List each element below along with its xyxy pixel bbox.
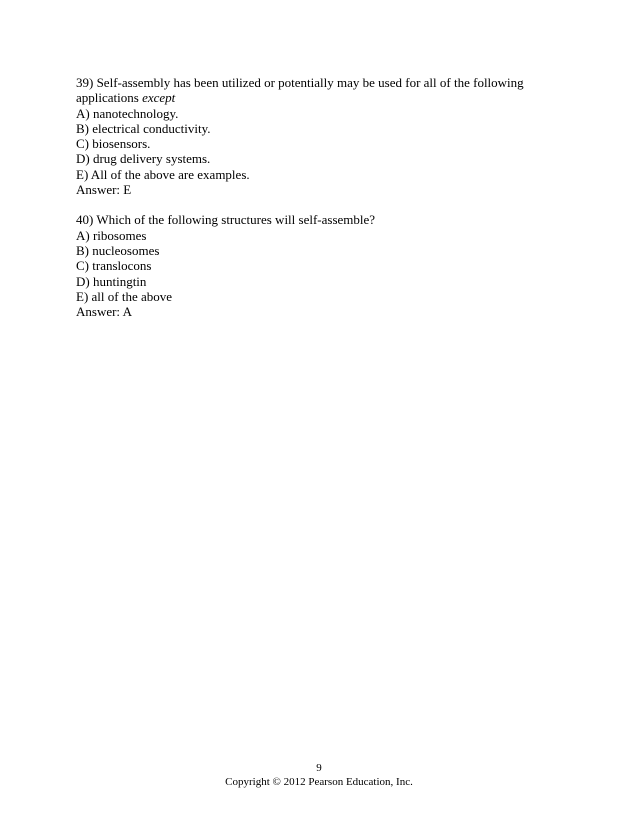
copyright-notice: Copyright © 2012 Pearson Education, Inc. <box>225 776 413 788</box>
question-39-answer: Answer: E <box>76 182 132 198</box>
question-40-option-a: A) ribosomes <box>76 227 147 243</box>
question-39-stem-emphasis: except <box>142 90 176 106</box>
page-content <box>76 75 566 334</box>
question-39-option-c: C) biosensors. <box>76 136 151 152</box>
question-39-stem-line-2 <box>76 90 566 105</box>
question-40-option-e: E) all of the above <box>76 288 173 304</box>
question-39-option-a: A) nanotechnology. <box>76 105 179 121</box>
question-39 <box>76 75 566 197</box>
question-39-stem-line-1: 39) Self-assembly has been utilized or potentially may be used for all of the following <box>76 75 524 90</box>
question-40-answer: Answer: A <box>76 304 132 320</box>
question-40-option-b: B) nucleosomes <box>76 242 160 258</box>
question-40-option-d: D) huntingtin <box>76 273 147 289</box>
question-39-option-d: D) drug delivery systems. <box>76 151 211 167</box>
question-40-stem-line-1: 40) Which of the following structures will self-assemble? <box>76 212 376 228</box>
question-40 <box>76 212 566 319</box>
question-39-option-e: E) All of the above are examples. <box>76 166 250 182</box>
question-39-stem-text: applications <box>76 90 143 106</box>
page-number: 9 <box>316 762 322 774</box>
question-39-option-b: B) electrical conductivity. <box>76 120 211 136</box>
question-40-option-c: C) translocons <box>76 258 152 274</box>
